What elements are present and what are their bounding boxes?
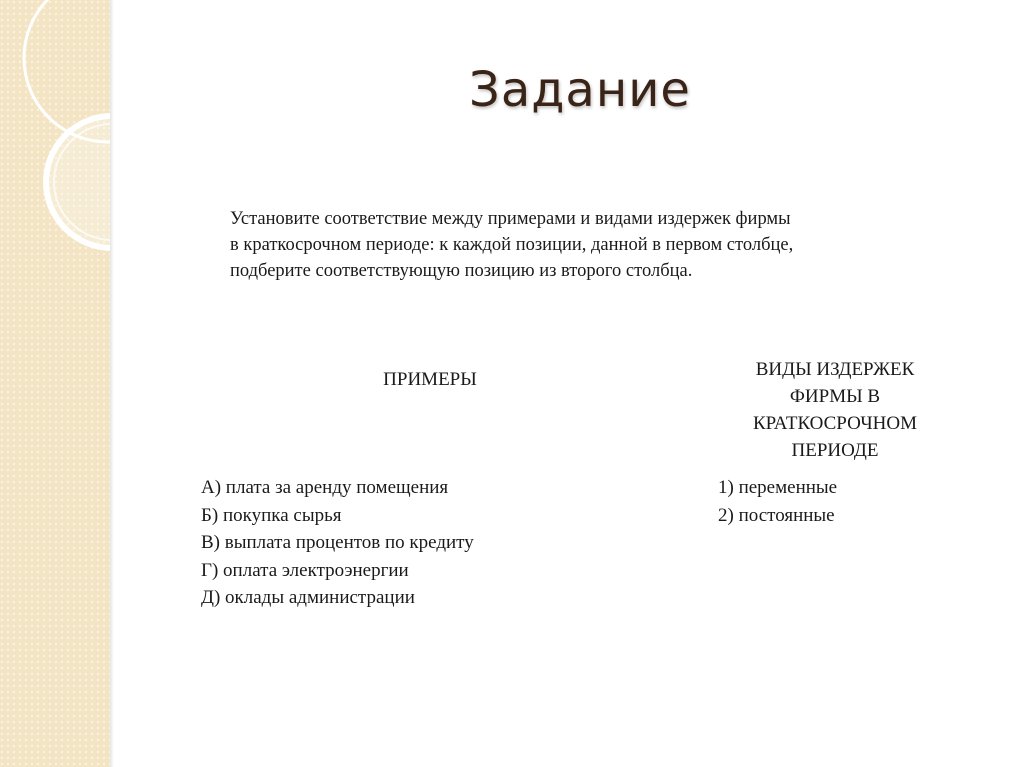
header-line: ПЕРИОДЕ: [791, 440, 879, 461]
header-line: ВИДЫ ИЗДЕРЖЕК: [755, 359, 915, 380]
examples-column-header: ПРИМЕРЫ: [383, 369, 477, 390]
decorative-rings-icon: [0, 0, 110, 260]
cost-type-item: 2) постоянные: [718, 504, 835, 526]
header-line: ФИРМЫ В: [789, 386, 881, 407]
example-item: Г) оплата электроэнергии: [201, 559, 409, 581]
example-item: Д) оклады администрации: [201, 587, 415, 608]
example-item: Б) покупка сырья: [201, 504, 342, 526]
instruction-line: Установите соответствие между примерами и видами издержек фирмы: [230, 209, 791, 229]
instruction-line: в краткосрочном периоде: к каждой позиции, данной в первом столбце,: [230, 235, 794, 255]
header-line: КРАТКОСРОЧНОМ: [752, 413, 918, 434]
band-shadow-edge: [110, 0, 114, 767]
example-item: В) выплата процентов по кредиту: [201, 532, 474, 553]
example-item: А) плата за аренду помещения: [201, 477, 449, 498]
cost-types-column-header: [720, 356, 950, 464]
page-title: Задание: [469, 62, 691, 118]
examples-list: [201, 474, 474, 612]
cost-types-list: [718, 474, 837, 529]
instruction-line: подберите соответствующую позицию из второго столбца.: [230, 261, 693, 281]
decorative-left-band: [0, 0, 110, 767]
cost-type-item: 1) переменные: [718, 477, 838, 498]
instruction-text: [230, 206, 970, 284]
